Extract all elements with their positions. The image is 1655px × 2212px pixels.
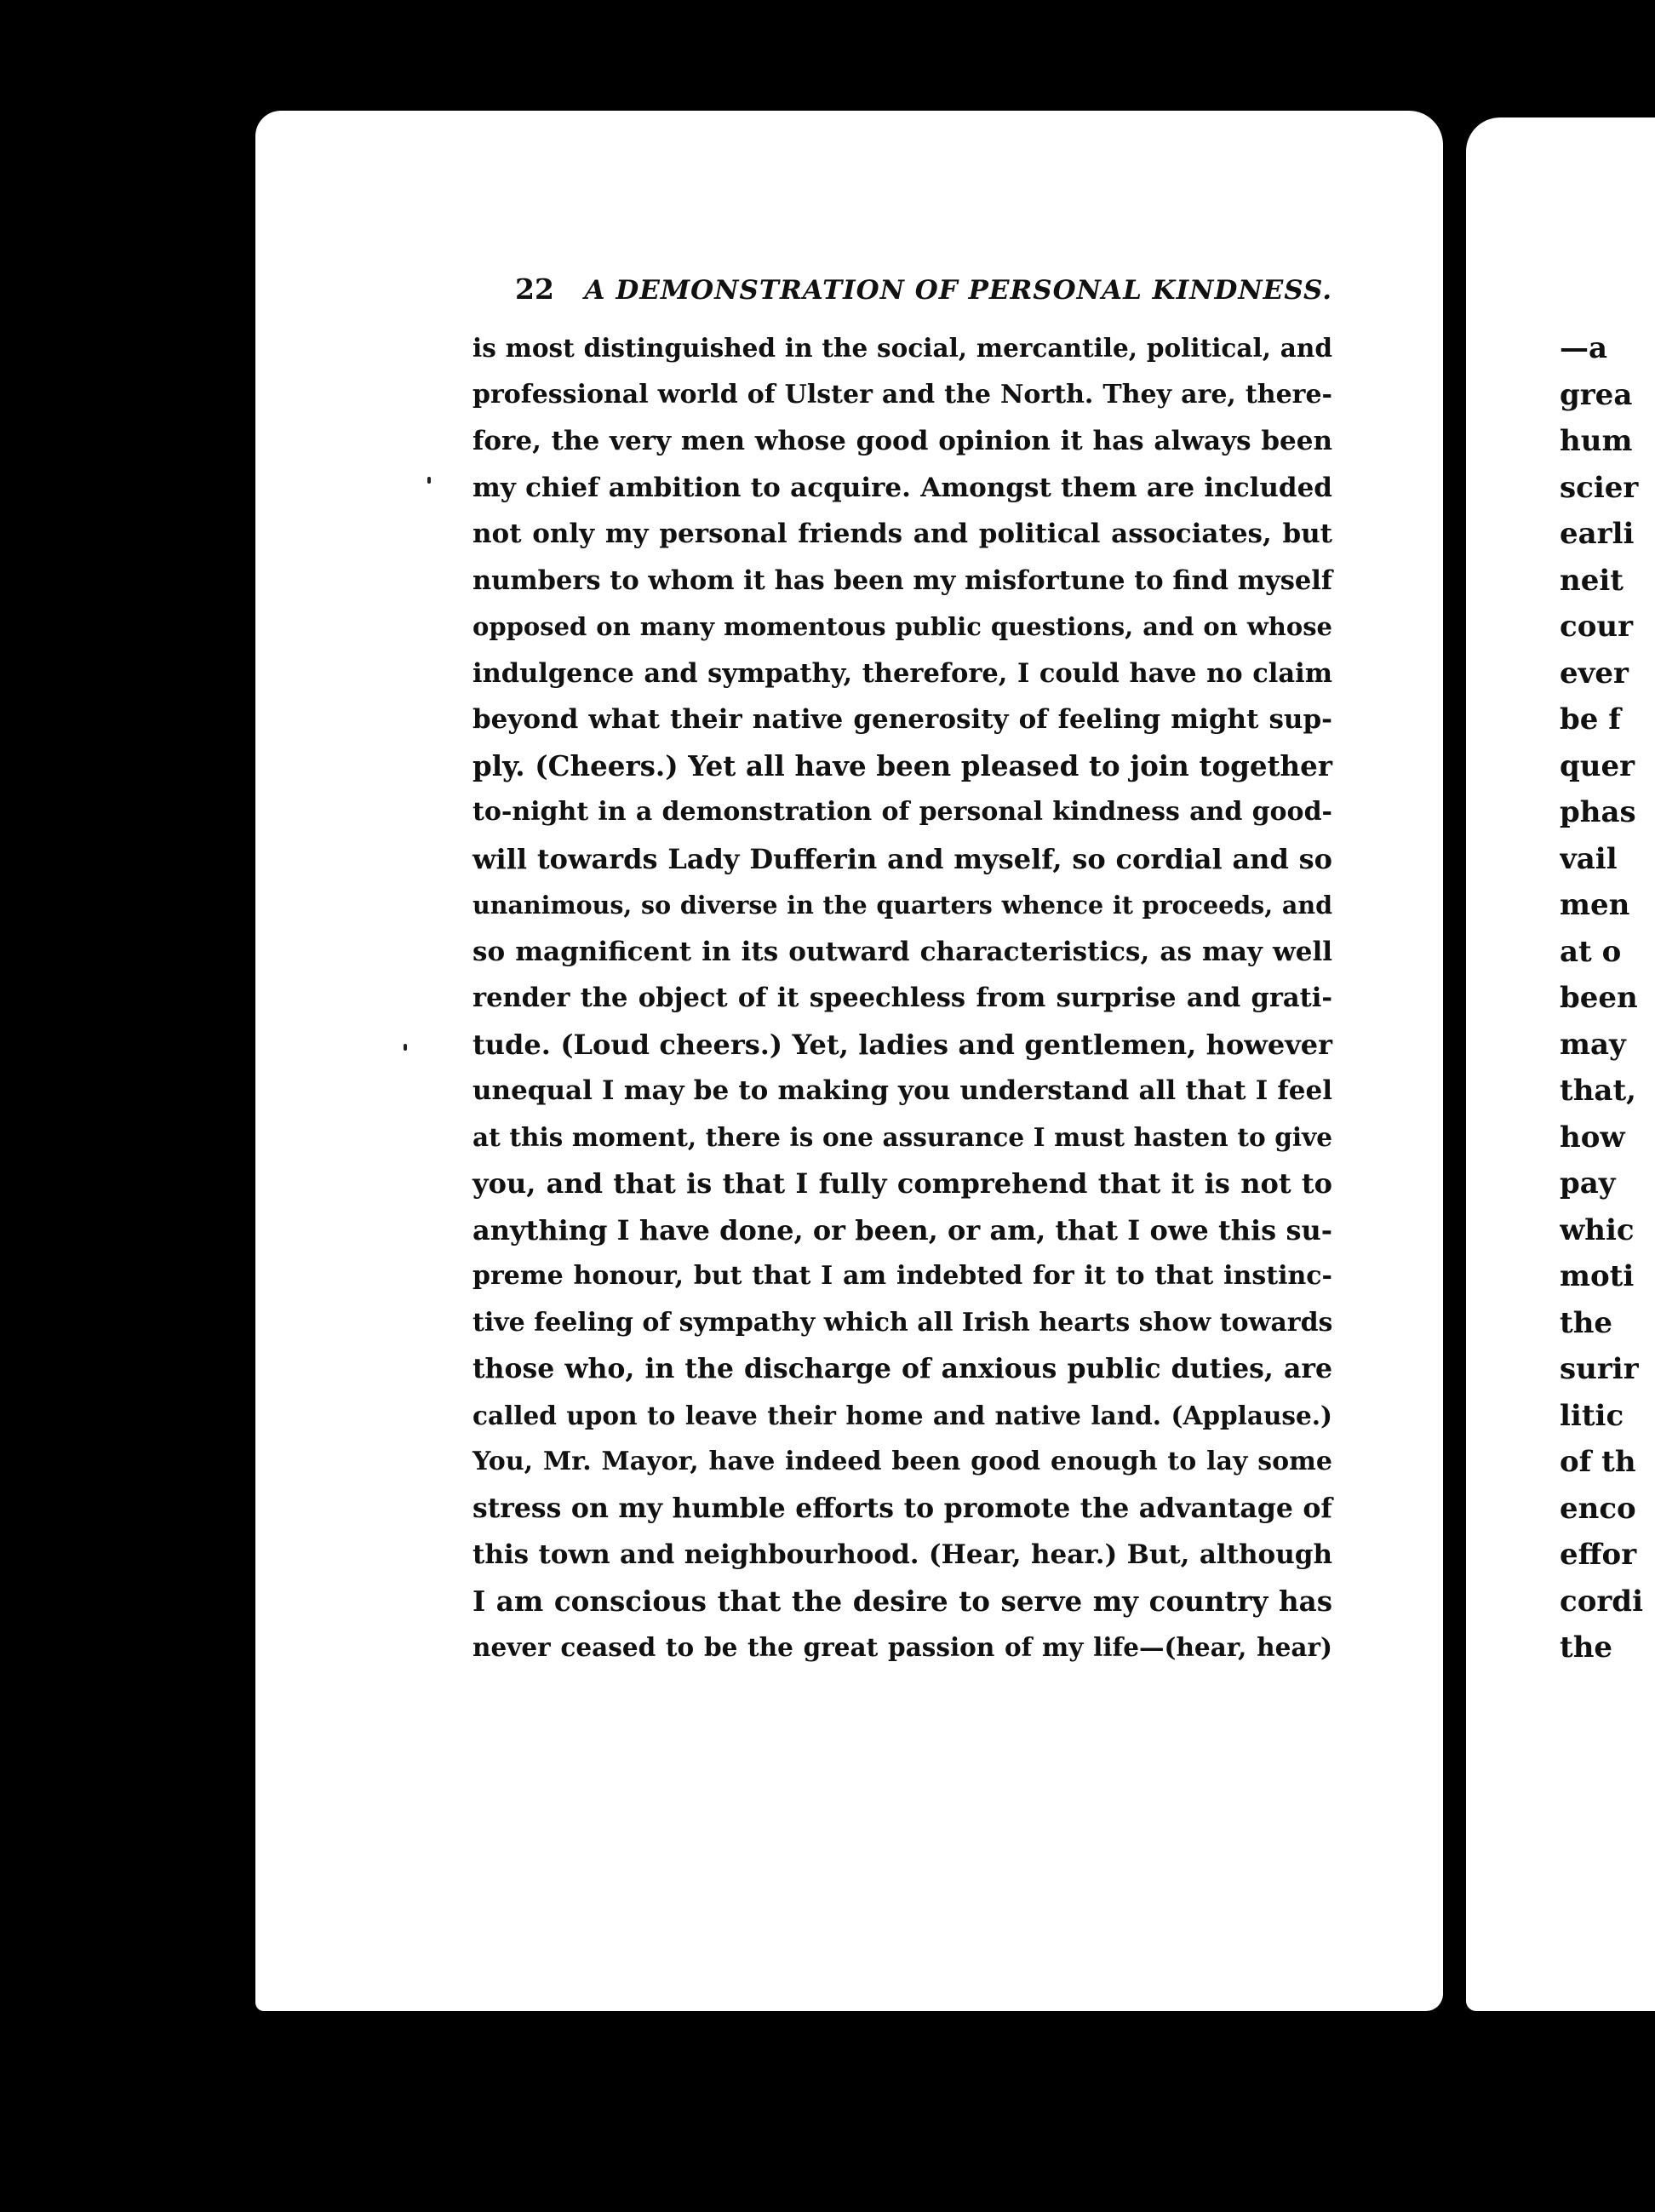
fragment-line: vail <box>1560 841 1618 876</box>
fragment-line: the <box>1560 1630 1613 1665</box>
fragment-line: been <box>1560 981 1638 1015</box>
text-line: You, Mr. Mayor, have indeed been good enough to lay some <box>472 1447 1332 1476</box>
ink-speck <box>427 477 431 484</box>
text-line: so magnificent in its outward characteristics, as may well <box>472 936 1332 967</box>
page-number: 22 <box>515 272 554 306</box>
text-line: is most distinguished in the social, mercantile, political, and <box>472 333 1332 363</box>
fragment-line: pay <box>1560 1166 1616 1201</box>
fragment-line: effor <box>1560 1538 1637 1572</box>
fragment-line: cordi <box>1560 1584 1643 1619</box>
text-line: will towards Lady Dufferin and myself, so cordial and so <box>472 842 1332 875</box>
fragment-line: men <box>1560 888 1630 922</box>
text-line: stress on my humble efforts to promote the advantage of <box>472 1492 1332 1524</box>
fragment-line: enco <box>1560 1491 1636 1526</box>
text-line: never ceased to be the great passion of my life—(hear, hear) <box>472 1632 1332 1662</box>
fragment-line: ever <box>1560 656 1629 691</box>
fragment-line: surir <box>1560 1352 1639 1386</box>
text-line: numbers to whom it has been my misfortune to find myself <box>472 564 1332 596</box>
fragment-line: may <box>1560 1027 1626 1062</box>
text-line: to-night in a demonstration of personal kindness and good- <box>472 797 1332 827</box>
text-line: preme honour, but that I am indebted for it to that instinc- <box>472 1261 1332 1291</box>
text-line: anything I have done, or been, or am, that I owe this su- <box>472 1213 1332 1246</box>
text-line: unequal I may be to making you understand all that I feel <box>472 1075 1332 1106</box>
text-line: at this moment, there is one assurance I must hasten to give <box>472 1121 1332 1152</box>
text-line: tive feeling of sympathy which all Irish hearts show towards <box>472 1307 1333 1338</box>
text-line: indulgence and sympathy, therefore, I could have no claim <box>472 657 1332 689</box>
fragment-line: how <box>1560 1120 1625 1155</box>
text-line: I am conscious that the desire to serve my country has <box>472 1584 1332 1618</box>
text-line: my chief ambition to acquire. Amongst them are included <box>472 472 1332 503</box>
fragment-line: neit <box>1560 563 1624 598</box>
fragment-line: grea <box>1560 377 1633 412</box>
fragment-line: the <box>1560 1305 1613 1340</box>
text-line: called upon to leave their home and native land. (Applause.) <box>472 1400 1332 1430</box>
fragment-line: quer <box>1560 748 1635 783</box>
ink-speck <box>404 1044 407 1051</box>
fragment-line: that, <box>1560 1074 1636 1108</box>
fragment-line: moti <box>1560 1259 1635 1293</box>
fragment-line: —a <box>1560 331 1608 365</box>
text-line: professional world of Ulster and the North. They are, there- <box>472 379 1332 410</box>
fragment-line: whic <box>1560 1212 1635 1247</box>
fragment-line: at o <box>1560 934 1622 969</box>
fragment-line: scier <box>1560 470 1639 505</box>
running-head <box>515 272 1333 315</box>
fragment-line: of th <box>1560 1445 1636 1479</box>
text-line: ply. (Cheers.) Yet all have been pleased to join together <box>472 748 1332 782</box>
text-line: you, and that is that I fully comprehend that it is not to <box>472 1167 1332 1200</box>
fragment-line: phas <box>1560 795 1636 829</box>
header-title: A DEMONSTRATION OF PERSONAL KINDNESS. <box>584 275 1333 306</box>
text-line: not only my personal friends and political associates, but <box>472 519 1332 549</box>
facing-page-text <box>1560 325 1655 1671</box>
fragment-line: litic <box>1560 1398 1624 1433</box>
fragment-line: be f <box>1560 702 1621 736</box>
text-line: fore, the very men whose good opinion it has always been <box>472 426 1332 456</box>
text-line: beyond what their native generosity of feeling might sup- <box>472 704 1332 735</box>
text-line: tude. (Loud cheers.) Yet, ladies and gentlemen, however <box>472 1028 1332 1061</box>
text-line: opposed on many momentous public questions, and on whose <box>472 612 1332 641</box>
body-text <box>472 325 1332 1671</box>
text-line: this town and neighbourhood. (Hear, hear.) But, although <box>472 1539 1332 1570</box>
text-line: render the object of it speechless from surprise and grati- <box>472 983 1332 1013</box>
fragment-line: cour <box>1560 610 1634 644</box>
fragment-line: earli <box>1560 517 1635 551</box>
fragment-line: hum <box>1560 424 1633 458</box>
text-line: unanimous, so diverse in the quarters whence it proceeds, and <box>472 891 1332 920</box>
text-line: those who, in the discharge of anxious public duties, are <box>472 1353 1332 1384</box>
